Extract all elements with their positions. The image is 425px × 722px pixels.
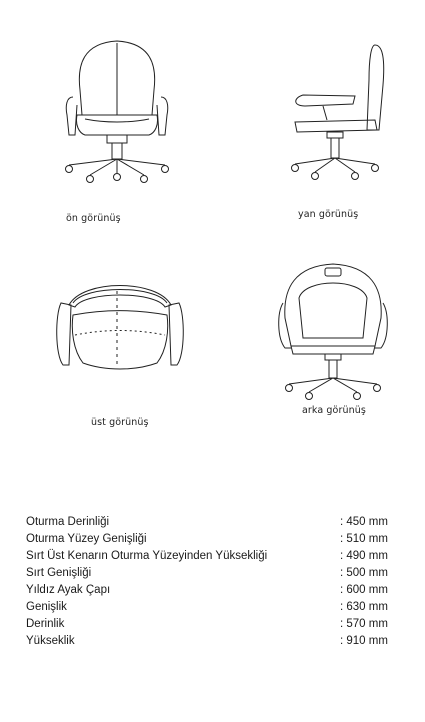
spec-label: Sırt Genişliği [26,567,92,579]
spec-label: Derinlik [26,618,65,630]
spec-row [26,582,390,599]
front-view-caption: ön görünüş [66,213,121,224]
spec-value: : 490 mm [340,550,388,562]
spec-value: : 570 mm [340,618,388,630]
spec-row [26,616,390,633]
top-view-drawing [55,275,185,375]
spec-row [26,548,390,565]
spec-row [26,565,390,582]
top-view-caption: üst görünüş [91,417,149,428]
side-view-drawing [283,40,393,185]
spec-row [26,633,390,650]
spec-label: Oturma Yüzey Genişliği [26,533,147,545]
spec-value: : 510 mm [340,533,388,545]
front-view-drawing [55,35,180,185]
back-view-drawing [275,258,390,400]
spec-label: Yükseklik [26,635,75,647]
back-view-caption: arka görünüş [302,405,366,416]
spec-row [26,531,390,548]
spec-value: : 910 mm [340,635,388,647]
spec-row [26,514,390,531]
spec-label: Genişlik [26,601,67,613]
side-view-caption: yan görünüş [298,209,359,220]
specifications-table [26,514,390,650]
spec-value: : 450 mm [340,516,388,528]
spec-label: Yıldız Ayak Çapı [26,584,111,596]
spec-value: : 600 mm [340,584,388,596]
spec-label: Oturma Derinliği [26,516,110,528]
spec-row [26,599,390,616]
spec-value: : 500 mm [340,567,388,579]
spec-value: : 630 mm [340,601,388,613]
spec-label: Sırt Üst Kenarın Oturma Yüzeyinden Yüksekliği [26,550,268,562]
